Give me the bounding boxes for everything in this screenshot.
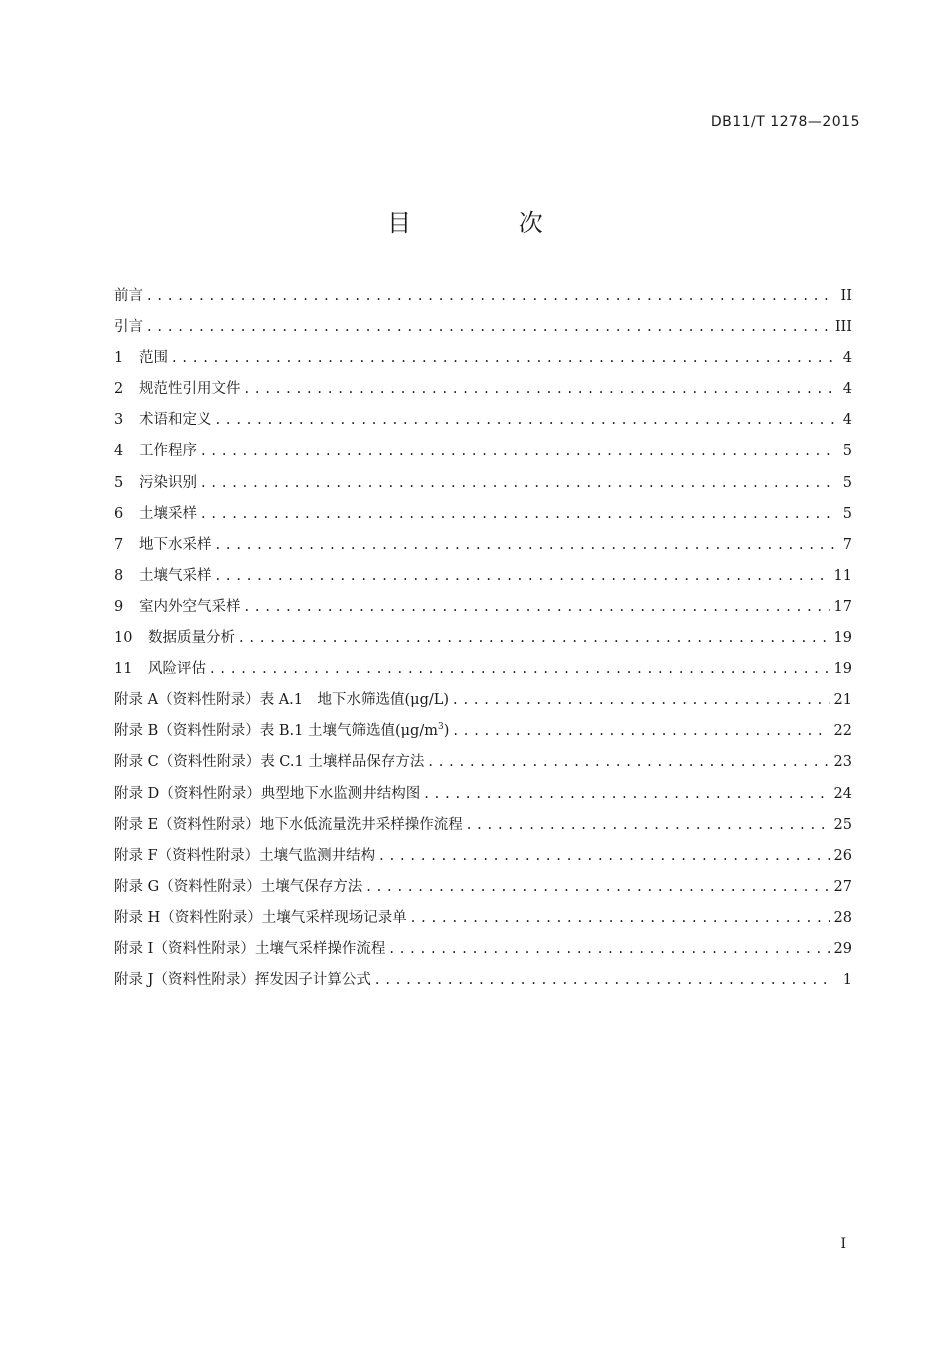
annex-title: 表 C.1 土壤样品保存方法 xyxy=(260,754,425,771)
toc-entry-label: 风险评估 xyxy=(148,661,206,678)
toc-entry-page: 11 xyxy=(833,567,852,584)
annex-title: 表 A.1 地下水筛选值(μg/L) xyxy=(259,692,450,709)
annex-title: 土壤气保存方法 xyxy=(260,878,363,895)
toc-entry-page: 28 xyxy=(833,909,852,926)
toc-entry-label: 污染识别 xyxy=(139,474,197,491)
toc-entry-number: 1 xyxy=(114,350,124,367)
dot-leader xyxy=(379,848,829,864)
annex-designation: 附录 J（资料性附录） xyxy=(114,972,255,989)
dot-leader xyxy=(216,412,835,428)
toc-entry-page: 23 xyxy=(833,754,852,771)
toc-entry-page: 4 xyxy=(842,350,852,367)
toc-entry-page: 7 xyxy=(842,536,852,553)
annex-designation: 附录 D（资料性附录） xyxy=(114,785,261,802)
toc-entry-page: 5 xyxy=(842,443,852,460)
toc-entry-number: 8 xyxy=(114,567,124,584)
toc-annex-j[interactable] xyxy=(114,968,852,999)
annex-title: 土壤气监测井结构 xyxy=(259,847,376,864)
toc-entry-page: 17 xyxy=(833,598,852,615)
toc-entry-page: 4 xyxy=(842,412,852,429)
dot-leader xyxy=(239,630,830,646)
toc-entry-number: 4 xyxy=(114,443,124,460)
toc-entry-label: 前言 xyxy=(114,288,143,304)
toc-entry-foreword[interactable] xyxy=(114,284,852,315)
dot-leader xyxy=(366,879,829,895)
toc-entry-number: 11 xyxy=(114,661,133,678)
dot-leader xyxy=(201,506,834,522)
table-of-contents xyxy=(114,284,852,999)
annex-designation: 附录 C（资料性附录） xyxy=(114,754,261,771)
toc-entry-page: 25 xyxy=(833,816,852,833)
toc-entry-label: 工作程序 xyxy=(139,443,197,460)
toc-entry-page: II xyxy=(840,288,852,304)
toc-entry-page: 1 xyxy=(842,972,852,989)
toc-annex-g[interactable] xyxy=(114,875,852,906)
dot-leader xyxy=(201,475,834,491)
dot-leader xyxy=(210,661,830,677)
toc-entry-1[interactable] xyxy=(114,346,852,377)
annex-designation: 附录 I（资料性附录） xyxy=(114,940,255,957)
dot-leader xyxy=(147,288,834,304)
toc-entry-number: 5 xyxy=(114,474,124,491)
annex-title: 典型地下水监测井结构图 xyxy=(260,785,421,802)
dot-leader xyxy=(411,910,830,926)
toc-annex-h[interactable] xyxy=(114,906,852,937)
toc-entry-page: 19 xyxy=(833,630,852,647)
dot-leader xyxy=(389,941,829,957)
toc-annex-f[interactable] xyxy=(114,844,852,875)
annex-designation: 附录 E（资料性附录） xyxy=(114,816,260,833)
annex-designation: 附录 B（资料性附录） xyxy=(114,723,260,740)
toc-entry-page: 5 xyxy=(842,505,852,522)
toc-entry-page: 19 xyxy=(833,661,852,678)
toc-entry-label: 土壤气采样 xyxy=(139,567,212,584)
annex-title: 土壤气采样现场记录单 xyxy=(261,909,407,926)
toc-entry-number: 3 xyxy=(114,412,124,429)
toc-entry-number: 7 xyxy=(114,536,124,553)
dot-leader xyxy=(375,972,834,988)
annex-designation: 附录 G（资料性附录） xyxy=(114,878,261,895)
dot-leader xyxy=(201,443,834,459)
toc-entry-11[interactable] xyxy=(114,657,852,688)
toc-entry-label: 范围 xyxy=(139,350,168,367)
annex-designation: 附录 A（资料性附录） xyxy=(114,692,260,709)
dot-leader xyxy=(147,319,831,335)
annex-designation: 附录 F（资料性附录） xyxy=(114,847,260,864)
toc-entry-label: 数据质量分析 xyxy=(148,630,235,647)
toc-entry-3[interactable] xyxy=(114,408,852,439)
dot-leader xyxy=(428,754,829,770)
annex-title-suffix: ) xyxy=(443,723,450,740)
annex-title xyxy=(260,719,450,740)
superscript-exponent: 3 xyxy=(437,722,444,733)
toc-entry-label: 土壤采样 xyxy=(139,505,197,522)
document-code: DB11/T 1278—2015 xyxy=(710,114,860,130)
toc-entry-label: 地下水采样 xyxy=(139,536,212,553)
toc-entry-page: 21 xyxy=(833,692,852,709)
toc-annex-i[interactable] xyxy=(114,937,852,968)
annex-title: 挥发因子计算公式 xyxy=(254,972,371,989)
dot-leader xyxy=(172,350,834,366)
toc-entry-page: 22 xyxy=(833,723,852,740)
toc-entry-7[interactable] xyxy=(114,533,852,564)
toc-entry-label: 规范性引用文件 xyxy=(139,381,241,398)
dot-leader xyxy=(467,817,830,833)
toc-entry-4[interactable] xyxy=(114,439,852,470)
annex-title-text: 表 B.1 土壤气筛选值(μg/m xyxy=(259,723,438,740)
toc-entry-page: 4 xyxy=(842,381,852,398)
dot-leader xyxy=(216,537,835,553)
toc-entry-9[interactable] xyxy=(114,595,852,626)
toc-entry-introduction[interactable] xyxy=(114,315,852,346)
toc-annex-a[interactable] xyxy=(114,688,852,719)
toc-entry-5[interactable] xyxy=(114,471,852,502)
toc-entry-page: 5 xyxy=(842,474,852,491)
dot-leader xyxy=(424,786,829,802)
toc-entry-page: III xyxy=(834,319,852,336)
toc-annex-c[interactable] xyxy=(114,750,852,781)
page-title: 目 次 xyxy=(387,209,593,237)
toc-entry-page: 26 xyxy=(833,847,852,864)
toc-entry-page: 24 xyxy=(833,785,852,802)
annex-designation: 附录 H（资料性附录） xyxy=(114,909,262,926)
dot-leader xyxy=(245,599,830,615)
dot-leader xyxy=(245,381,835,397)
toc-entry-6[interactable] xyxy=(114,502,852,533)
annex-title: 土壤气采样操作流程 xyxy=(254,940,386,957)
toc-annex-e[interactable] xyxy=(114,813,852,844)
toc-entry-label: 术语和定义 xyxy=(139,412,212,429)
toc-entry-page: 27 xyxy=(833,878,852,895)
toc-entry-label: 引言 xyxy=(114,319,143,336)
toc-entry-number: 6 xyxy=(114,505,124,522)
toc-entry-page: 29 xyxy=(833,940,852,957)
toc-annex-d[interactable] xyxy=(114,782,852,813)
toc-annex-b[interactable] xyxy=(114,719,852,750)
toc-entry-10[interactable] xyxy=(114,626,852,657)
toc-entry-2[interactable] xyxy=(114,377,852,408)
page-number: I xyxy=(840,1236,846,1252)
toc-entry-label: 室内外空气采样 xyxy=(139,598,241,615)
dot-leader xyxy=(453,692,830,708)
toc-entry-number: 2 xyxy=(114,381,124,398)
toc-entry-number: 10 xyxy=(114,630,133,647)
dot-leader xyxy=(453,723,829,739)
toc-entry-8[interactable] xyxy=(114,564,852,595)
annex-title: 地下水低流量洗井采样操作流程 xyxy=(259,816,463,833)
toc-entry-number: 9 xyxy=(114,598,124,615)
dot-leader xyxy=(216,568,830,584)
